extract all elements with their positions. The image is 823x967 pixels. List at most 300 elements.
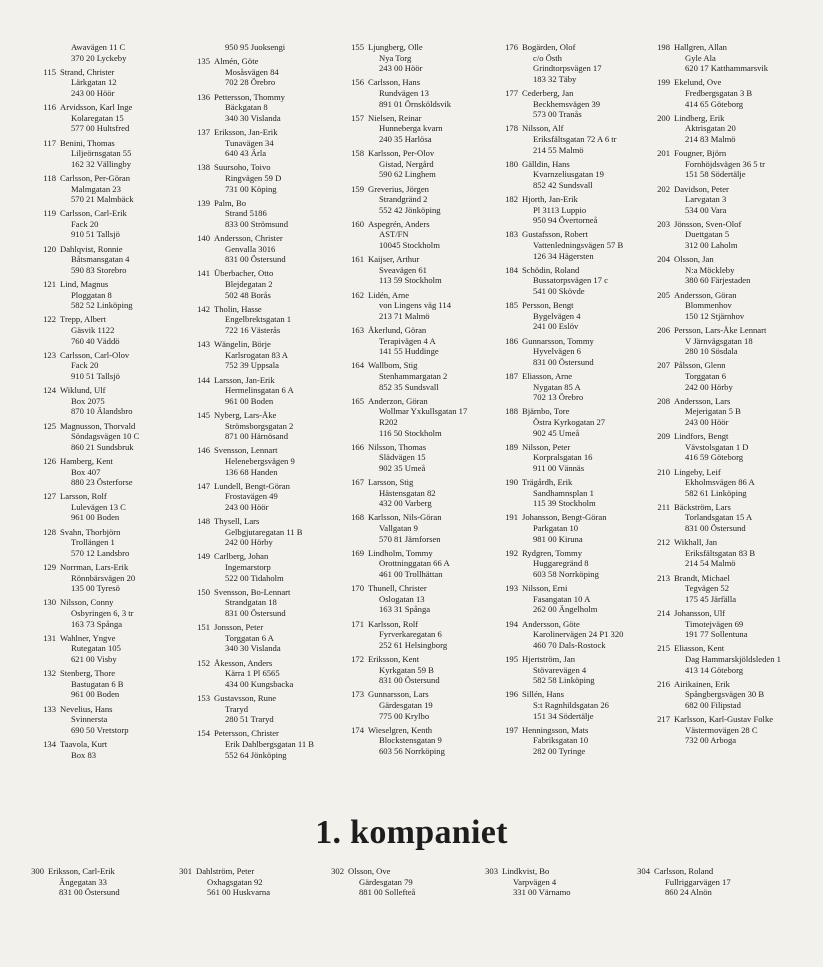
entry-address-line: 603 56 Norrköping [379,745,445,756]
entry-name: Gustafsson, Robert [522,229,588,240]
entry-address-line: 582 58 Linköping [533,675,595,686]
entry-address-line: Ringvägen 59 D [225,172,282,183]
entry-address-line: 243 00 Höör [225,501,269,512]
entry-address-line: Beckhemsvägen 39 [533,98,601,109]
entry-address-line: 241 00 Eslöv [533,321,579,332]
entry-address-line: 950 95 Juoksengi [225,42,286,52]
entry-number: 303 [485,866,498,876]
entry-address-line: Stenhammargatan 2 [379,370,448,381]
entry-address-line: 416 59 Göteborg [685,452,744,463]
entry-address-line: 243 00 Höör [685,416,729,427]
entry-address-line: 910 51 Tallsjö [71,229,120,240]
entry-address-line: 552 64 Jönköping [225,749,287,760]
section-heading: 1. kompaniet [315,814,508,851]
entry-name: Norrman, Lars-Erik [60,562,129,573]
entry-name: Andersson, Göte [522,618,580,629]
entry-name: Sillén, Hans [522,689,565,700]
entry-name: Nilsson, Alf [522,123,564,134]
entry-address-line: Traryd [225,703,249,714]
entry-name: Wallbom, Stig [368,360,418,371]
entry-address-line: Mosåsvägen 84 [225,66,279,77]
directory-entry [498,371,648,403]
entry-address-line: Grindtorpsvägen 17 [533,63,602,74]
entry-address-line: 413 14 Göteborg [685,664,744,675]
directory-entry [344,148,494,180]
entry-name: Larsson, Jan-Erik [214,374,275,385]
entry-address-line: Gistad, Nergård [379,158,434,169]
entry-number: 144 [197,374,210,385]
entry-name: Gälldin, Hans [522,158,570,169]
directory-entry [36,42,186,63]
entry-name: Schödin, Roland [522,264,580,275]
entry-address-line: Gelbgjutaregatan 11 B [225,526,303,537]
entry-address-line: 902 45 Umeå [533,427,580,438]
entry-address-line: Kärra 1 Pl 6565 [225,668,280,679]
entry-address-line: Torlandsgatan 15 A [685,512,753,523]
directory-entry [650,573,800,605]
entry-number: 190 [505,477,518,488]
directory-entry [344,654,494,686]
entry-address-line: Oxhagsgatan 92 [207,876,263,887]
entry-address-line: Pl 3113 Luppio [533,204,587,215]
directory-entry [650,290,800,322]
directory-entry [36,597,186,629]
entry-address-line: Frostavägen 49 [225,491,278,502]
entry-address-line: 370 20 Lyckeby [71,52,127,63]
entry-name: Andersson, Göran [674,289,737,300]
directory-entry [650,431,800,463]
entry-address-line: Mejerigatan 5 B [685,406,741,417]
directory-entry [344,512,494,544]
entry-number: 146 [197,445,210,456]
entry-number: 149 [197,551,210,562]
entry-name: Svahn, Thorbjörn [60,526,121,537]
entry-address-line: 702 13 Örebro [533,392,584,403]
entry-address-line: 860 24 Alnön [665,887,712,898]
entry-address-line: S:t Ragnhildsgatan 26 [533,699,609,710]
entry-name: Pettersson, Thommy [214,91,285,102]
entry-address-line: Rundvägen 13 [379,87,429,98]
entry-number: 158 [351,148,364,159]
entry-address-line: 461 00 Trollhättan [379,569,443,580]
directory-entry [498,689,648,721]
entry-address-line: Hunneberga kvarn [379,123,443,134]
entry-number: 162 [351,289,364,300]
entry-address-line: 175 45 Järfälla [685,593,737,604]
entry-address-line: Söndagsvägen 10 C [71,431,140,442]
entry-name: Lidén, Arne [368,289,410,300]
entry-address-line: 242 00 Hörby [685,381,733,392]
entry-number: 216 [657,678,670,689]
entry-name: Fougner, Björn [674,148,727,159]
entry-address-line: Ekholmsvägen 86 A [685,477,755,488]
directory-column-5 [650,42,800,750]
entry-number: 152 [197,657,210,668]
entry-number: 184 [505,264,518,275]
entry-number: 147 [197,480,210,491]
entry-number: 209 [657,431,670,442]
entry-address-line: 732 00 Arboga [685,735,737,746]
entry-number: 130 [43,597,56,608]
entry-number: 174 [351,724,364,735]
entry-name: Carlsson, Per-Göran [60,172,130,183]
entry-address-line: 280 10 Sösdala [685,346,738,357]
entry-number: 208 [657,395,670,406]
entry-name: Larsson, Rolf [60,491,107,502]
entry-name: Gustavsson, Rune [214,692,277,703]
entry-number: 213 [657,572,670,583]
entry-address-line: Kolaregatan 15 [71,112,124,123]
entry-address-line: Bäckgatan 8 [225,102,268,113]
entry-number: 134 [43,738,56,749]
entry-address-line: Malmgatan 23 [71,183,121,194]
directory-column-4 [498,42,648,760]
entry-address-line: Orottninggatan 66 A [379,558,450,569]
entry-name: Wiklund, Ulf [60,385,106,396]
entry-address-line: 242 00 Hörby [225,537,273,548]
entry-address-line: V Järnvägsgatan 18 [685,335,753,346]
entry-name: Persson, Bengt [522,300,574,311]
entry-address-line: Bussatorpsvägen 17 c [533,275,608,286]
entry-number: 150 [197,586,210,597]
directory-entry [344,325,494,357]
entry-number: 169 [351,547,364,558]
entry-address-line: 981 00 Kiruna [533,533,583,544]
directory-entry [344,360,494,392]
entry-address-line: 590 83 Storebro [71,264,127,275]
entry-name: Åkerlund, Göran [368,325,427,335]
entry-number: 214 [657,608,670,618]
entry-number: 156 [351,77,364,88]
entry-name: Wieselgren, Kenth [368,724,433,735]
entry-number: 191 [505,512,518,523]
entry-name: Gunnarsson, Tommy [522,335,594,346]
entry-address-line: 214 83 Malmö [685,133,736,144]
directory-entry [190,693,340,725]
entry-name: Jonsson, Peter [214,622,264,633]
entry-address-line: Båtsmansgatan 4 [71,254,130,265]
directory-entry [650,396,800,428]
entry-number: 199 [657,77,670,88]
entry-number: 177 [505,87,518,98]
directory-entry [36,173,186,205]
bottom-column-1 [24,866,174,901]
directory-entry [36,668,186,700]
entry-address-line: Torggatan 6 A [225,632,274,643]
entry-number: 211 [657,501,670,512]
entry-name: Lindholm, Tommy [368,547,433,558]
entry-address-line: Korpralsgatan 16 [533,452,593,463]
directory-entry [190,268,340,300]
entry-address-line: 502 48 Borås [225,289,271,300]
entry-number: 139 [197,197,210,208]
entry-name: Eriksson, Jan-Erik [214,126,278,137]
entry-number: 205 [657,289,670,300]
entry-address-line: Fyrverkaregatan 6 [379,629,442,640]
entry-address-line: Fasangatan 10 A [533,593,591,604]
entry-address-line: Huggaregränd 8 [533,558,589,569]
entry-number: 127 [43,491,56,502]
directory-entry [650,77,800,109]
entry-name: Cederberg, Jan [522,87,574,98]
directory-entry [498,406,648,438]
directory-entry [650,608,800,640]
entry-name: Carlsson, Hans [368,77,421,88]
bottom-column-2 [172,866,322,901]
entry-number: 206 [657,325,670,335]
entry-address-line: Spångbergsvägen 30 B [685,689,765,700]
entry-address-line: Fack 20 [71,360,99,371]
entry-name: Arvidsson, Karl Inge [60,102,133,113]
entry-name: Larsson, Stig [368,477,414,488]
entry-number: 178 [505,123,518,134]
entry-name: Kaijser, Arthur [368,254,420,265]
entry-address-line: 243 00 Höör [71,87,115,98]
directory-column-3 [344,42,494,760]
entry-address-line: 961 00 Boden [225,395,274,406]
directory-entry [498,88,648,120]
entry-number: 196 [505,689,518,700]
entry-address-line: Gäsvik 1122 [71,325,115,335]
entry-number: 168 [351,512,364,523]
entry-name: Olsson, Jan [674,254,714,265]
entry-address-line: AST/FN [379,229,409,240]
directory-entry [190,304,340,336]
directory-entry [36,244,186,276]
entry-name: Benini, Thomas [60,137,115,148]
directory-entry [344,184,494,216]
entry-number: 163 [351,325,364,335]
entry-address-line: 870 10 Älandsbro [71,406,133,417]
directory-entry [650,42,800,74]
entry-number: 193 [505,583,518,594]
entry-address-line: Strandgränd 2 [379,194,428,205]
entry-address-line: 432 00 Varberg [379,498,432,509]
entry-address-line: Fabriksgatan 10 [533,735,589,746]
entry-name: Andersson, Christer [214,233,283,244]
directory-entry [344,77,494,109]
entry-address-line: Larvgatan 3 [685,194,727,205]
entry-name: Ekelund, Ove [674,77,722,88]
entry-address-line: 460 70 Dals-Rostock [533,639,606,650]
entry-number: 153 [197,692,210,703]
entry-number: 133 [43,703,56,714]
directory-entry [498,654,648,686]
entry-address-line: 163 31 Spånga [379,604,431,615]
entry-number: 215 [657,643,670,654]
entry-address-line: Aktrisgatan 20 [685,123,736,134]
entry-number: 200 [657,112,670,123]
directory-entry [498,619,648,651]
entry-name: Aspegrén, Anders [368,218,430,229]
directory-entry [190,516,340,548]
directory-entry [344,477,494,509]
entry-name: Lindberg, Erik [674,112,725,123]
entry-name: Nilsson, Erni [522,583,568,594]
directory-entry [498,442,648,474]
entry-address-line: Fornhöjdsvägen 36 5 tr [685,158,765,169]
entry-address-line: Kvarnzeliusgatan 19 [533,169,604,180]
directory-entry [190,233,340,265]
entry-number: 138 [197,162,210,173]
entry-name: Ljungberg, Olle [368,42,423,52]
entry-address-line: c/o Östh [533,52,562,63]
entry-address-line: 282 00 Tyringe [533,745,586,756]
entry-address-line: 214 55 Malmö [533,144,584,155]
entry-address-line: Tegvägen 52 [685,583,730,594]
entry-name: Petersson, Christer [214,728,279,739]
directory-entry [650,679,800,711]
entry-address-line: 852 35 Sundsvall [379,381,439,392]
entry-name: Nevelius, Hans [60,703,113,714]
entry-name: Trepp, Albert [60,314,106,325]
entry-name: Lundell, Bengt-Göran [214,480,290,491]
entry-name: Davidson, Peter [674,183,729,194]
entry-name: Hallgren, Allan [674,42,727,52]
entry-name: Henningsson, Mats [522,724,589,735]
entry-name: Carlsson, Roland [654,866,714,876]
directory-entry [190,56,340,88]
entry-number: 201 [657,148,670,159]
entry-address-line: 831 00 Östersund [379,675,440,686]
directory-entry [190,658,340,690]
entry-address-line: 570 21 Malmbäck [71,194,134,205]
entry-name: Johansson, Ulf [674,608,726,618]
entry-number: 126 [43,455,56,466]
entry-number: 119 [43,208,56,219]
entry-name: Lind, Magnus [60,279,109,290]
entry-address-line: 534 00 Vara [685,204,727,215]
entry-address-line: Karolinervägen 24 P1 320 [533,629,624,640]
entry-number: 166 [351,441,364,452]
entry-address-line: 961 00 Boden [71,689,120,700]
directory-entry [344,254,494,286]
entry-number: 137 [197,126,210,137]
directory-entry [344,583,494,615]
entry-address-line: von Lingens väg 114 [379,300,452,311]
entry-address-line: Svinnersta [71,714,108,725]
directory-entry [650,467,800,499]
entry-name: Eliasson, Kent [674,643,725,654]
entry-name: Nilsson, Conny [60,597,114,608]
directory-entry [36,67,186,99]
entry-address-line: Terapivägen 4 A [379,335,436,346]
entry-number: 124 [43,385,56,396]
directory-entry [36,138,186,170]
entry-address-line: Strömsborgsgatan 2 [225,420,294,431]
entry-number: 202 [657,183,670,194]
entry-address-line: Lulevägen 13 C [71,501,126,512]
entry-name: Nilsson, Peter [522,441,571,452]
entry-address-line: Nya Torg [379,52,412,63]
entry-name: Anderzon, Göran [368,395,428,406]
entry-number: 157 [351,112,364,123]
entry-address-line: 150 12 Stjärnhov [685,310,745,321]
entry-name: Tholin, Hasse [214,303,262,314]
directory-entry [498,548,648,580]
entry-number: 217 [657,714,670,725]
entry-name: Hjorth, Jan-Erik [522,194,578,205]
entry-address-line: 522 00 Tidaholm [225,572,284,583]
entry-address-line: Box 407 [71,466,101,477]
entry-address-line: 312 00 Laholm [685,240,738,251]
entry-address-line: 213 71 Malmö [379,310,430,321]
entry-address-line: Genvalla 3016 [225,243,276,254]
directory-entry [36,704,186,736]
entry-address-line: Vattenledningsvägen 57 B [533,240,624,251]
entry-number: 140 [197,233,210,244]
entry-number: 173 [351,689,364,700]
entry-address-line: 136 68 Handen [225,466,278,477]
entry-address-line: Liljeörnsgatan 55 [71,148,132,159]
entry-address-line: Hermelinsgatan 6 A [225,385,294,396]
entry-address-line: 214 54 Malmö [685,558,736,569]
entry-number: 189 [505,441,518,452]
entry-address-line: Ängegatan 33 [59,876,107,887]
directory-entry [344,725,494,757]
directory-entry [498,123,648,155]
entry-address-line: Eriksfältsgatan 72 A 6 tr [533,133,617,144]
entry-name: Greverius, Jörgen [368,183,429,194]
entry-address-line: Gärdesgatan 19 [379,699,433,710]
entry-number: 186 [505,335,518,346]
entry-address-line: Vävstolsgatan 1 D [685,441,749,452]
entry-address-line: Tunavägen 34 [225,137,274,148]
entry-name: Carlberg, Johan [214,551,269,562]
entry-address-line: 113 59 Stockholm [379,275,442,286]
entry-number: 159 [351,183,364,194]
entry-number: 300 [31,866,44,876]
entry-number: 188 [505,406,518,417]
entry-name: Svensson, Bo-Lennart [214,586,291,597]
directory-entry [190,42,340,53]
entry-number: 154 [197,728,210,739]
directory-entry [650,113,800,145]
directory-entry [172,866,322,898]
entry-number: 207 [657,360,670,371]
entry-address-line: Torggatan 6 [685,370,727,381]
entry-name: Hamberg, Kent [60,455,113,466]
entry-name: Nilsson, Thomas [368,441,427,452]
entry-number: 180 [505,158,518,169]
entry-number: 136 [197,91,210,102]
entry-name: Lindfors, Bengt [674,431,729,442]
entry-name: Stenberg, Thore [60,668,116,679]
entry-number: 118 [43,172,56,183]
entry-address-line: 831 00 Östersund [59,887,120,898]
entry-number: 129 [43,562,56,573]
entry-number: 301 [179,866,192,876]
directory-entry [344,113,494,145]
entry-name: Karlsson, Nils-Göran [368,512,442,523]
entry-number: 125 [43,420,56,431]
entry-number: 197 [505,724,518,735]
entry-number: 121 [43,279,56,290]
bottom-column-3 [324,866,474,901]
entry-address-line: 135 00 Tyresö [71,583,120,594]
entry-address-line: 621 00 Visby [71,653,117,664]
directory-entry [498,725,648,757]
entry-address-line: 162 32 Vällingby [71,158,131,169]
directory-entry [190,728,340,760]
entry-name: Lingeby, Leif [674,466,721,477]
entry-name: Magnusson, Thorvald [60,420,136,431]
entry-number: 161 [351,254,364,265]
entry-name: Svensson, Lennart [214,445,278,456]
entry-address-line: 910 51 Tallsjö [71,370,120,381]
entry-number: 302 [331,866,344,876]
entry-address-line: Nygatan 85 A [533,381,581,392]
